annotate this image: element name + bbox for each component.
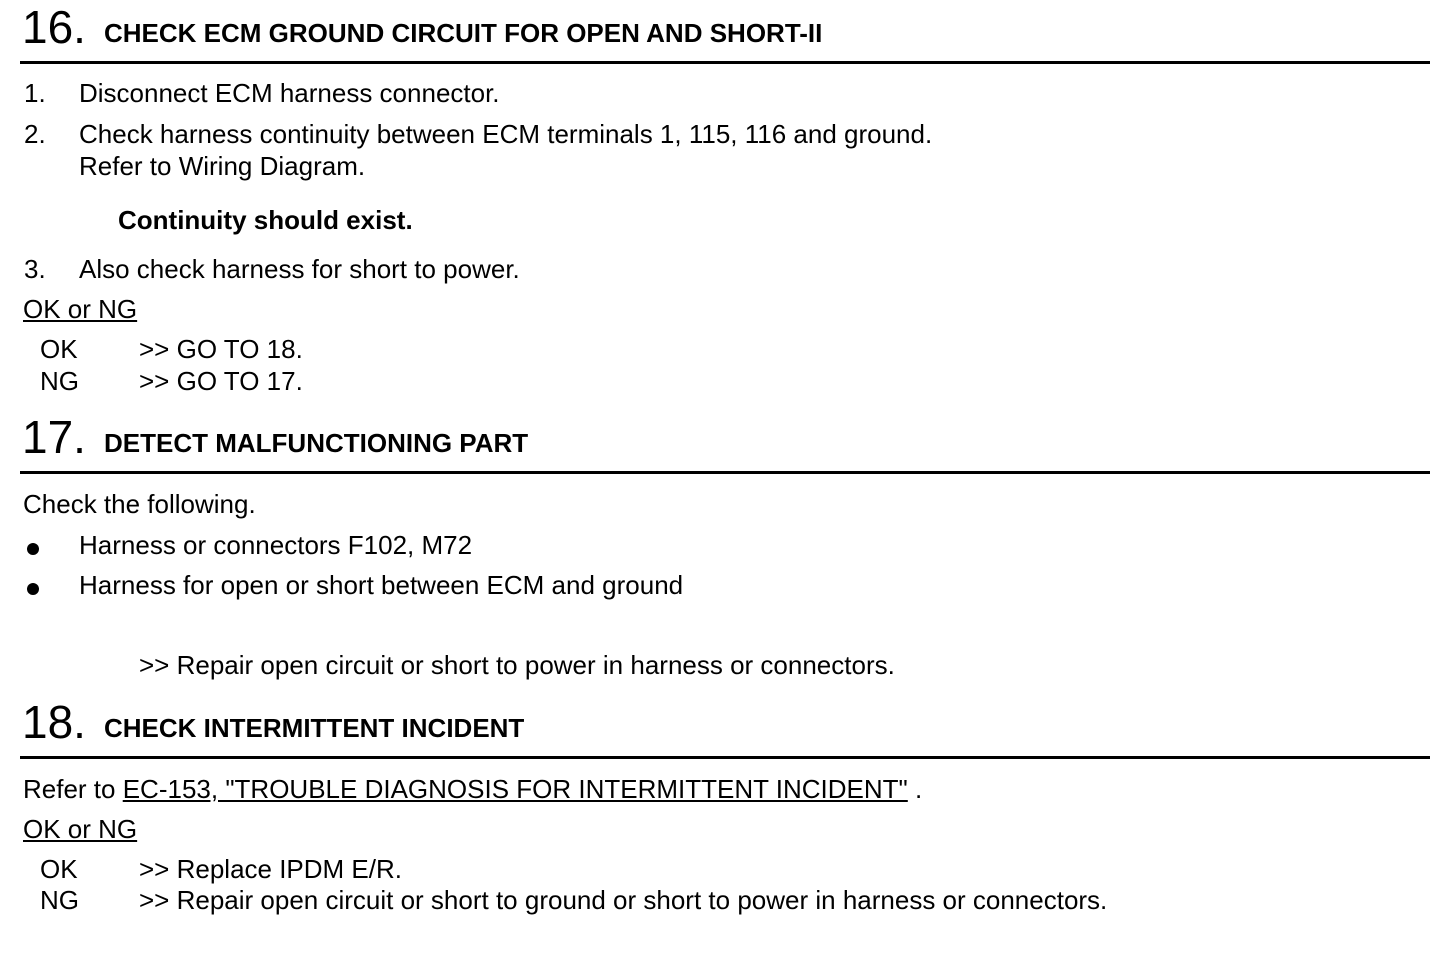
step-17-title: DETECT MALFUNCTIONING PART <box>104 428 529 458</box>
step-16-spec: Continuity should exist. <box>118 205 413 235</box>
step-17-bullet-2: Harness for open or short between ECM and ground <box>79 570 684 600</box>
bullet-icon <box>27 583 39 595</box>
step-16-number: 16. <box>22 1 86 53</box>
step-18-refer-prefix: Refer to <box>23 774 123 804</box>
step-16-item-2-text-line-2: Refer to Wiring Diagram. <box>79 151 366 181</box>
step-18-title: CHECK INTERMITTENT INCIDENT <box>104 713 525 743</box>
step-18-refer-suffix: . <box>907 774 923 804</box>
step-18-refer-link[interactable]: EC-153, "TROUBLE DIAGNOSIS FOR INTERMITTENT INCIDENT" <box>122 774 908 804</box>
step-16-item-1-number: 1. <box>24 78 46 108</box>
step-17-number: 17. <box>22 411 86 463</box>
step-16-result-ok-action: >> GO TO 18. <box>139 334 303 364</box>
step-17-divider <box>20 471 1430 474</box>
step-16-result-ng-status: NG <box>40 366 79 396</box>
step-16-item-3-number: 3. <box>24 254 46 284</box>
step-18-result-ng-action: >> Repair open circuit or short to ground or short to power in harness or connectors. <box>139 885 1108 915</box>
step-18-result-ok-status: OK <box>40 854 78 884</box>
step-16-result-ng-action: >> GO TO 17. <box>139 366 303 396</box>
step-16-item-1-text: Disconnect ECM harness connector. <box>79 78 500 108</box>
step-18-divider <box>20 756 1430 759</box>
step-17-intro: Check the following. <box>23 489 256 519</box>
step-16-divider <box>20 61 1430 64</box>
step-16-item-2-number: 2. <box>24 119 46 149</box>
step-18-number: 18. <box>22 696 86 748</box>
step-16-result-label: OK or NG <box>23 294 138 324</box>
step-17-action: >> Repair open circuit or short to power in harness or connectors. <box>139 650 895 680</box>
step-18-result-label: OK or NG <box>23 814 138 844</box>
step-16-result-ok-status: OK <box>40 334 78 364</box>
bullet-icon <box>27 543 39 555</box>
step-18-result-ok-action: >> Replace IPDM E/R. <box>139 854 402 884</box>
step-17-bullet-1: Harness or connectors F102, M72 <box>79 530 473 560</box>
step-18-result-ng-status: NG <box>40 885 79 915</box>
step-16-item-2-text: Check harness continuity between ECM terminals 1, 115, 116 and ground. <box>79 119 933 149</box>
step-16-item-3-text: Also check harness for short to power. <box>79 254 520 284</box>
step-18-refer-line <box>23 774 922 804</box>
step-16-title: CHECK ECM GROUND CIRCUIT FOR OPEN AND SHORT-II <box>104 18 823 48</box>
